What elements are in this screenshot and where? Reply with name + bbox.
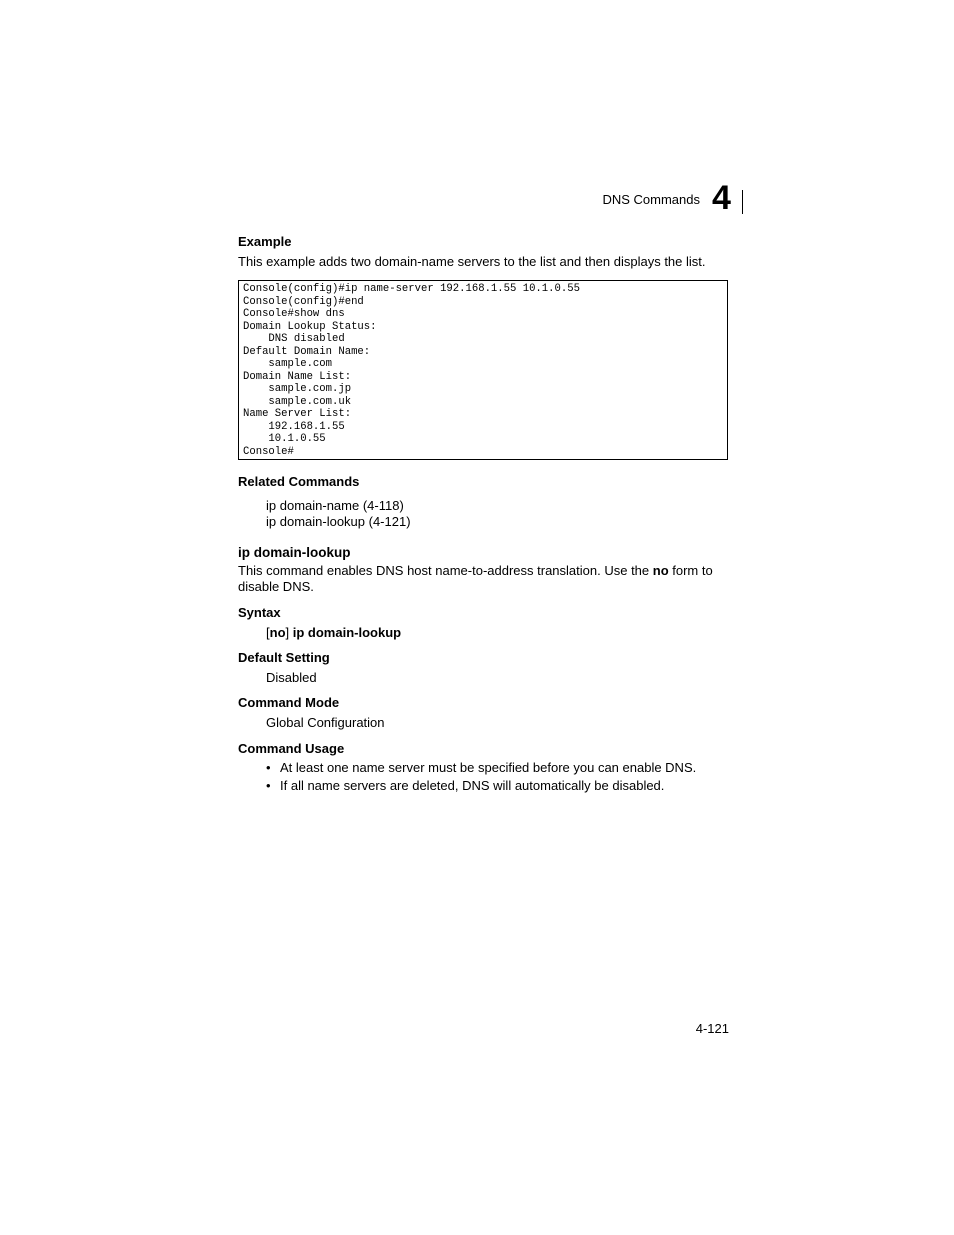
command-description	[238, 563, 730, 595]
running-header-title: DNS Commands	[602, 192, 700, 207]
syntax-no-keyword: no	[269, 625, 286, 640]
code-line: Domain Lookup Status:	[243, 320, 377, 333]
list-item: • If all name servers are deleted, DNS will automatically be disabled.	[266, 777, 696, 795]
syntax-line	[266, 625, 401, 641]
syntax-heading: Syntax	[238, 605, 281, 620]
description-text: form to disable DNS.	[238, 563, 713, 594]
chapter-divider	[742, 190, 743, 214]
command-mode-value: Global Configuration	[266, 715, 385, 730]
description-text: This command enables DNS host name-to-address translation. Use the	[238, 563, 653, 578]
code-example-box	[238, 280, 728, 460]
code-line: Console#	[243, 445, 294, 458]
code-line: Console(config)#end	[243, 295, 364, 308]
command-mode-heading: Command Mode	[238, 695, 340, 710]
code-line: Console#show dns	[243, 308, 345, 320]
example-heading: Example	[238, 234, 292, 249]
code-line: Console(config)#ip name-server 192.168.1.55 10.1.0.55	[243, 283, 580, 295]
code-line: sample.com.uk	[243, 395, 352, 408]
command-usage-heading: Command Usage	[238, 741, 345, 756]
chapter-number: 4	[712, 179, 731, 217]
related-commands-heading: Related Commands	[238, 474, 360, 489]
related-command-link[interactable]: ip domain-lookup (4-121)	[266, 514, 411, 529]
code-line: 192.168.1.55	[243, 420, 345, 433]
default-setting-heading: Default Setting	[238, 650, 330, 665]
example-description: This example adds two domain-name servers to the list and then displays the list.	[238, 254, 706, 269]
code-line: sample.com	[243, 358, 333, 370]
default-setting-value: Disabled	[266, 670, 317, 685]
code-line: DNS disabled	[243, 333, 345, 345]
code-line: Name Server List:	[243, 408, 352, 420]
no-keyword: no	[652, 563, 669, 578]
code-line: sample.com.jp	[243, 383, 352, 395]
command-title: ip domain-lookup	[238, 545, 351, 560]
syntax-bracket: [	[266, 625, 270, 640]
page-number: 4-121	[695, 1021, 729, 1036]
list-item: • At least one name server must be specified before you can enable DNS.	[266, 759, 696, 777]
code-line: 10.1.0.55	[243, 433, 326, 445]
code-line: Domain Name List:	[243, 370, 352, 383]
syntax-command: ip domain-lookup	[292, 625, 402, 640]
related-command-link[interactable]: ip domain-name (4-118)	[266, 498, 404, 513]
command-usage-list	[266, 759, 696, 795]
code-line: Default Domain Name:	[243, 345, 371, 358]
syntax-bracket: ]	[285, 625, 293, 640]
